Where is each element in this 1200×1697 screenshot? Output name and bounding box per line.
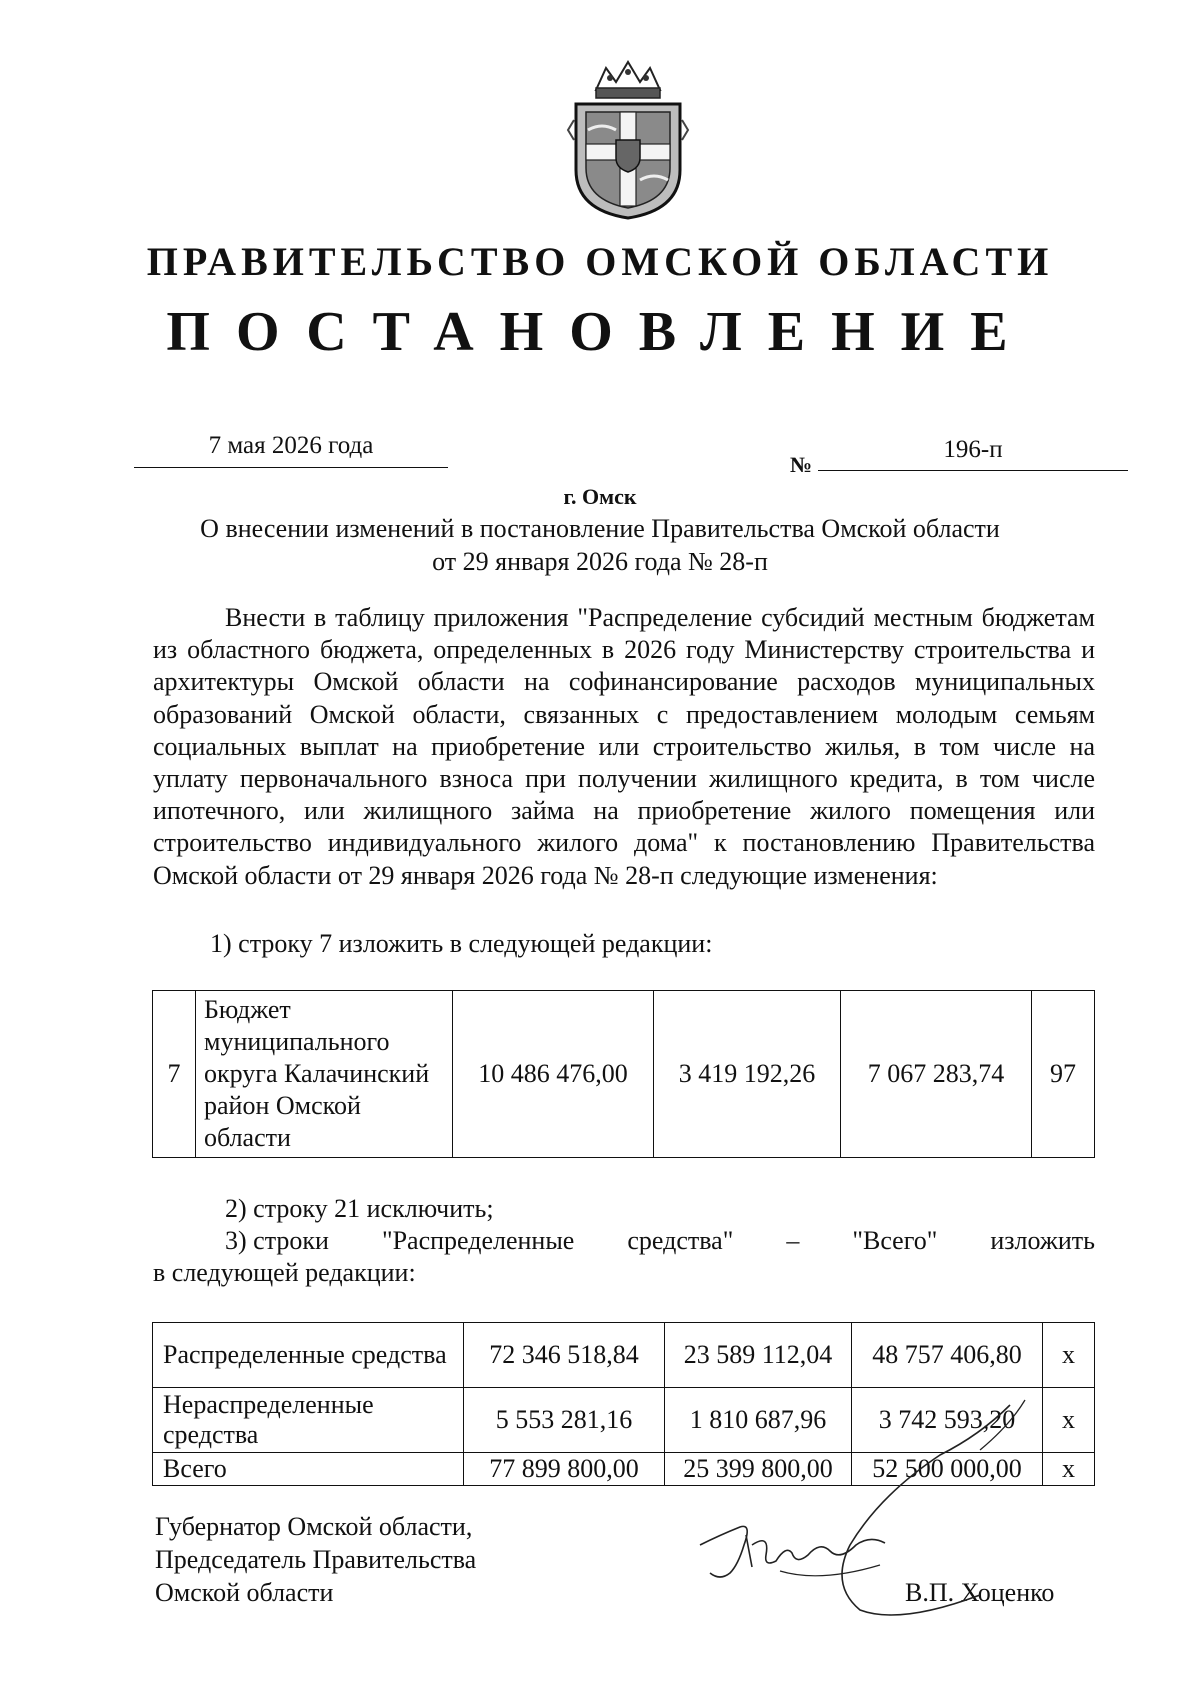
- amount-column-2-cell: 3 419 192,26: [654, 991, 841, 1158]
- totals-amount-cell: 77 899 800,00: [464, 1453, 665, 1486]
- signer-position: [155, 1510, 476, 1609]
- totals-column-4-cell: х: [1043, 1323, 1095, 1388]
- totals-column-2-cell: 23 589 112,04: [665, 1323, 852, 1388]
- change-item-3: [153, 1225, 1095, 1289]
- signer-position-line-2: Председатель Правительства: [155, 1545, 477, 1574]
- amount-column-3-cell: 7 067 283,74: [841, 991, 1032, 1158]
- subject-line-2: от 29 января 2026 года № 28-п: [432, 547, 768, 576]
- organization-title: ПРАВИТЕЛЬСТВО ОМСКОЙ ОБЛАСТИ: [146, 239, 1054, 284]
- table-row: [153, 991, 1095, 1158]
- totals-amount-cell: 72 346 518,84: [464, 1323, 665, 1388]
- document-number: 196-п: [943, 436, 1003, 463]
- date-underline: [134, 467, 448, 468]
- change-item-3-line-1: [153, 1225, 1095, 1257]
- column-4-cell: 97: [1032, 991, 1095, 1158]
- intro-paragraph: Внести в таблицу приложения "Распределение субсидий местным бюджетам из областного бюджета, определенных в 2026 году Министерству строительства и архитектуры Омской области на софинансирование расходов муниципальных образований Омской области, связанных с предоставлением молодым семьям социальных выплат на приобретение или строительство жилья, в том числе на уплату первоначального взноса при получении жилищного кредита, в том числе ипотечного, или жилищного займа на приобретение жилого помещения или строительство индивидуального жилого дома" к постановлению Правительства Омской области от 29 января 2026 года № 28-п следующие изменения:: [153, 603, 1095, 890]
- signer-position-line-1: Губернатор Омской области,: [155, 1512, 473, 1541]
- document-subject: [150, 512, 1050, 578]
- item3-word: изложить: [990, 1226, 1095, 1255]
- municipality-name-cell: Бюджет муниципального округа Калачинский район Омской области: [196, 991, 453, 1158]
- totals-column-3-cell: 3 742 593,20: [852, 1388, 1043, 1453]
- signer-name: В.П. Хоценко: [905, 1578, 1055, 1607]
- item3-word: –: [786, 1226, 800, 1255]
- signer-position-line-3: Омской области: [155, 1578, 334, 1607]
- totals-column-4-cell: х: [1043, 1453, 1095, 1486]
- total-amount-cell: 10 486 476,00: [453, 991, 654, 1158]
- item3-word: 3) строки: [225, 1226, 329, 1255]
- city-name: г. Омск: [563, 484, 637, 509]
- totals-row-name-cell: Нераспределенные средства: [153, 1388, 464, 1453]
- totals-amount-cell: 5 553 281,16: [464, 1388, 665, 1453]
- totals-column-3-cell: 52 500 000,00: [852, 1453, 1043, 1486]
- totals-column-3-cell: 48 757 406,80: [852, 1323, 1043, 1388]
- subject-line-1: О внесении изменений в постановление Правительства Омской области: [200, 514, 1000, 543]
- row-number-cell: 7: [153, 991, 196, 1158]
- totals-row-name-cell: Распределенные средства: [153, 1323, 464, 1388]
- totals-row-name-cell: Всего: [153, 1453, 464, 1486]
- item3-word: "Всего": [852, 1226, 938, 1255]
- totals-column-2-cell: 25 399 800,00: [665, 1453, 852, 1486]
- document-date: 7 мая 2026 года: [208, 432, 374, 459]
- table-row: [153, 1323, 1095, 1388]
- coat-of-arms-icon: [566, 60, 690, 220]
- change-item-1: 1) строку 7 изложить в следующей редакции:: [210, 929, 713, 958]
- change-item-2: 2) строку 21 исключить;: [225, 1194, 494, 1223]
- number-underline: [818, 470, 1128, 471]
- totals-column-2-cell: 1 810 687,96: [665, 1388, 852, 1453]
- totals-column-4-cell: х: [1043, 1388, 1095, 1453]
- handwritten-signature-icon: [680, 1395, 1060, 1625]
- item3-word: средства": [627, 1226, 734, 1255]
- row-7-table: [152, 990, 1095, 1158]
- item3-word: "Распределенные: [381, 1226, 575, 1255]
- document-type-title: ПОСТАНОВЛЕНИЕ: [166, 301, 1034, 363]
- number-sign: №: [790, 452, 813, 477]
- change-item-3-line-2: в следующей редакции:: [153, 1258, 416, 1288]
